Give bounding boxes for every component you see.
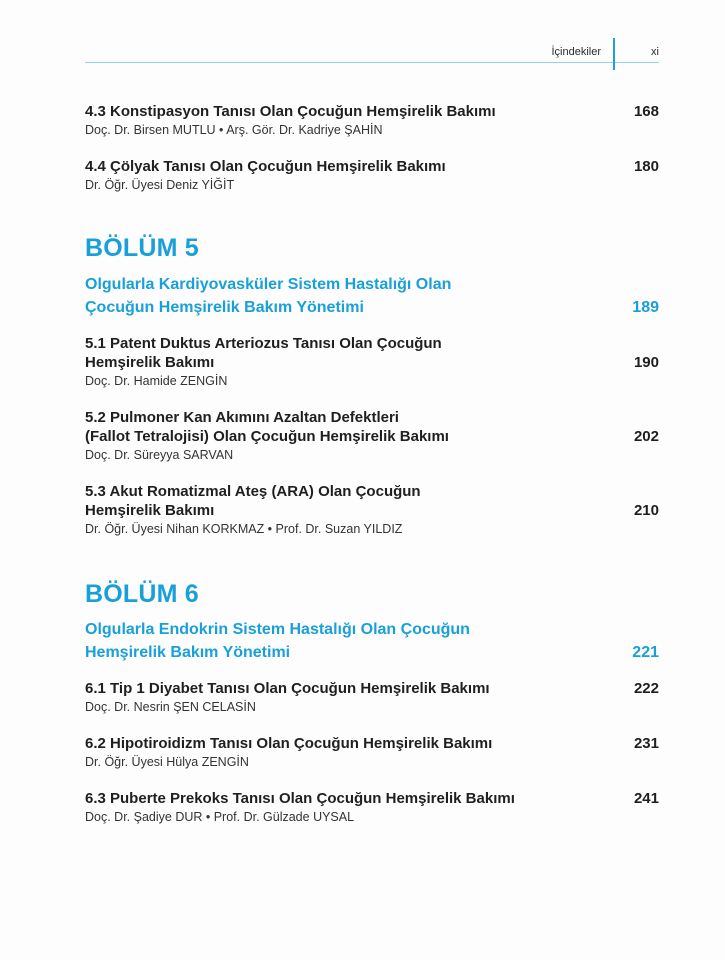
toc-entry-page: 231 xyxy=(633,735,659,752)
chapter-5-label: BÖLÜM 5 xyxy=(85,234,199,262)
toc-entry-6-1[interactable] xyxy=(85,679,659,716)
toc-entry-page: 210 xyxy=(633,502,659,519)
toc-entry-5-1[interactable] xyxy=(85,334,659,390)
toc-entry-5-3[interactable] xyxy=(85,482,659,538)
toc-entry-authors: Dr. Öğr. Üyesi Hülya ZENGİN xyxy=(85,755,249,769)
running-header xyxy=(85,38,659,63)
toc-entry-page: 202 xyxy=(633,428,659,445)
toc-entry-title: 5.2 Pulmoner Kan Akımını Azaltan Defektleri (Fallot Tetralojisi) Olan Çocuğun Hemşirelik Bakımı xyxy=(85,409,449,445)
toc-entry-authors: Doç. Dr. Şadiye DUR • Prof. Dr. Gülzade UYSAL xyxy=(85,810,355,824)
chapter-page: 221 xyxy=(632,644,659,661)
toc-entry-page: 222 xyxy=(633,680,659,697)
toc-entry-title: 6.1 Tip 1 Diyabet Tanısı Olan Çocuğun Hemşirelik Bakımı xyxy=(85,680,490,697)
chapter-6-label: BÖLÜM 6 xyxy=(85,580,199,608)
toc-entry-authors: Doç. Dr. Birsen MUTLU • Arş. Gör. Dr. Kadriye ŞAHİN xyxy=(85,123,383,137)
toc-entry-5-2[interactable] xyxy=(85,408,659,464)
toc-entry-title: 6.3 Puberte Prekoks Tanısı Olan Çocuğun Hemşirelik Bakımı xyxy=(85,790,515,807)
chapter-title: Olgularla Kardiyovasküler Sistem Hastalığı Olan Çocuğun Hemşirelik Bakım Yönetimi xyxy=(85,276,452,316)
toc-entry-title: 6.2 Hipotiroidizm Tanısı Olan Çocuğun Hemşirelik Bakımı xyxy=(85,735,493,752)
toc-entry-title: 4.3 Konstipasyon Tanısı Olan Çocuğun Hemşirelik Bakımı xyxy=(85,103,496,120)
toc-entry-6-2[interactable] xyxy=(85,734,659,771)
chapter-5-heading[interactable] xyxy=(85,273,659,319)
toc-entry-title: 5.3 Akut Romatizmal Ateş (ARA) Olan Çocuğun Hemşirelik Bakımı xyxy=(85,483,421,519)
toc-entry-title: 4.4 Çölyak Tanısı Olan Çocuğun Hemşirelik Bakımı xyxy=(85,158,446,175)
header-page-number: xi xyxy=(651,46,659,58)
chapter-title: Olgularla Endokrin Sistem Hastalığı Olan Çocuğun Hemşirelik Bakım Yönetimi xyxy=(85,621,470,661)
toc-entry-authors: Dr. Öğr. Üyesi Nihan KORKMAZ • Prof. Dr. Suzan YILDIZ xyxy=(85,522,403,536)
chapter-page: 189 xyxy=(632,299,659,316)
toc-entry-authors: Doç. Dr. Nesrin ŞEN CELASİN xyxy=(85,700,256,714)
toc-entry-4-3[interactable] xyxy=(85,102,659,139)
toc-entry-page: 180 xyxy=(633,158,659,175)
toc-entry-authors: Dr. Öğr. Üyesi Deniz YİĞİT xyxy=(85,178,235,192)
toc-entry-page: 190 xyxy=(633,354,659,371)
toc-entry-6-3[interactable] xyxy=(85,789,659,826)
toc-entry-page: 241 xyxy=(633,790,659,807)
header-title: İçindekiler xyxy=(551,46,601,58)
toc-entry-title: 5.1 Patent Duktus Arteriozus Tanısı Olan Çocuğun Hemşirelik Bakımı xyxy=(85,335,442,371)
toc-entry-4-4[interactable] xyxy=(85,157,659,194)
toc-entry-authors: Doç. Dr. Süreyya SARVAN xyxy=(85,448,234,462)
toc-entry-authors: Doç. Dr. Hamide ZENGİN xyxy=(85,374,228,388)
toc-entry-page: 168 xyxy=(633,103,659,120)
chapter-6-heading[interactable] xyxy=(85,618,659,664)
header-divider-bar xyxy=(613,38,615,70)
